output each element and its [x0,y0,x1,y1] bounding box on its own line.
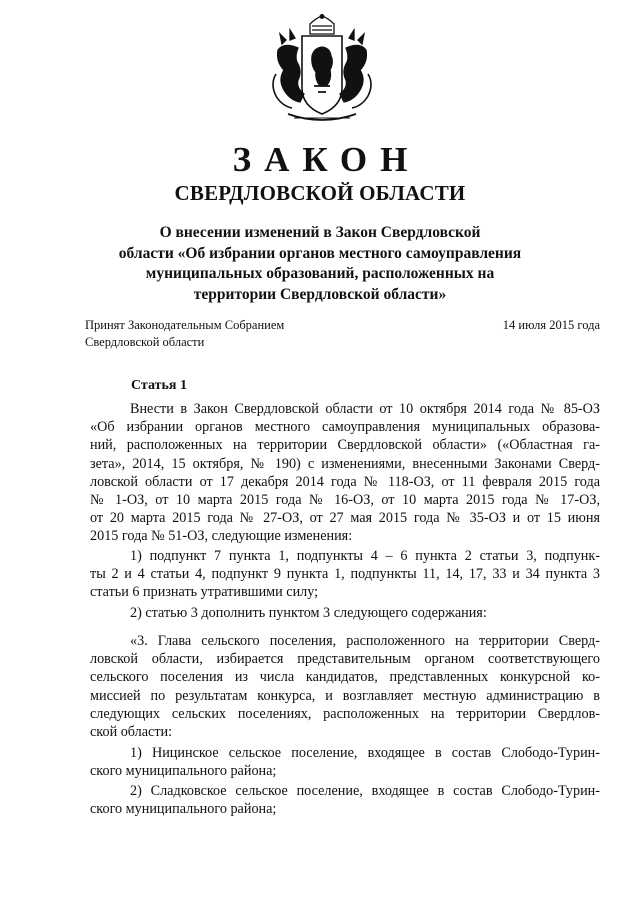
paragraph-line: ского муниципального района; [90,763,277,780]
article-paragraph [90,400,600,546]
paragraph-line: статьи 6 признать утратившими силу; [90,584,319,601]
coat-of-arms-emblem [268,14,376,124]
article-paragraph [90,744,600,780]
paragraph-line: следующих сельских поселениях, расположенных на территории Свердлов- [90,705,600,722]
article-paragraph [90,782,600,818]
article-paragraph [90,604,600,622]
paragraph-line: 2015 года № 51-ОЗ, следующие изменения: [90,528,353,545]
law-subject-title [110,223,530,305]
paragraph-line: ловской области, избирается представительным органом соответствующего [90,651,600,668]
subject-line: муниципальных образований, расположенных на [145,265,495,282]
paragraph-line: 1) подпункт 7 пункта 1, подпункты 4 – 6 пункта 2 статьи 3, подпунк- [130,548,600,564]
paragraph-line: № 1-ОЗ, от 10 марта 2015 года № 16-ОЗ, от 10 марта 2015 года № 17-ОЗ, [90,491,600,508]
subject-line: О внесении изменений в Закон Свердловской [159,224,481,241]
paragraph-line: ты 2 и 4 статьи 4, подпункт 9 пункта 1, подпункты 11, 14, 17, 33 и 34 пункта 3 [90,566,600,583]
adopted-by-line: Принят Законодательным Собранием [85,318,285,332]
paragraph-line: ловской области от 17 декабря 2014 года № 118-ОЗ, от 11 февраля 2015 года [90,473,600,490]
paragraph-line: «Об избрании органов местного самоуправления муниципальных образова- [90,419,600,436]
article-title: Статья 1 [131,378,187,393]
paragraph-line: зета», 2014, 15 октября, № 190) с изменениями, внесенными Законами Сверд- [90,455,600,472]
subject-line: территории Свердловской области» [193,285,447,303]
paragraph-line: Внести в Закон Свердловской области от 10 октября 2014 года № 85-ОЗ [130,401,600,417]
article-paragraph [90,632,600,741]
paragraph-line: ского муниципального района; [90,801,277,818]
adopted-by [85,317,284,350]
paragraph-line: 2) Сладковское сельское поселение, входящее в состав Слободо-Турин- [130,783,600,799]
paragraph-line: 1) Ницинское сельское поселение, входящее в состав Слободо-Турин- [130,745,600,761]
adoption-date: 14 июля 2015 года [502,318,600,332]
article-paragraph [90,547,600,602]
paragraph-line: миссией по результатам конкурса, и возглавляет местную администрацию в [90,687,600,704]
subject-line: области «Об избрании органов местного самоуправления [118,244,522,262]
paragraph-line: ний, расположенных на территории Свердловской области» («Областная га- [90,437,600,454]
law-heading: ЗАКОН [232,140,421,179]
paragraph-line: от 20 марта 2015 года № 27-ОЗ, от 27 мая 2015 года № 35-ОЗ и от 15 июня [90,510,600,527]
paragraph-line: сельского поселения из числа кандидатов, представленных конкурсной ко- [90,669,600,686]
paragraph-line: «3. Глава сельского поселения, расположенного на территории Сверд- [130,633,600,649]
adopted-by-line: Свердловской области [85,334,205,349]
paragraph-line: 2) статью 3 дополнить пунктом 3 следующего содержания: [130,605,487,621]
region-heading: СВЕРДЛОВСКОЙ ОБЛАСТИ [174,181,466,205]
paragraph-line: ской области: [90,723,173,740]
